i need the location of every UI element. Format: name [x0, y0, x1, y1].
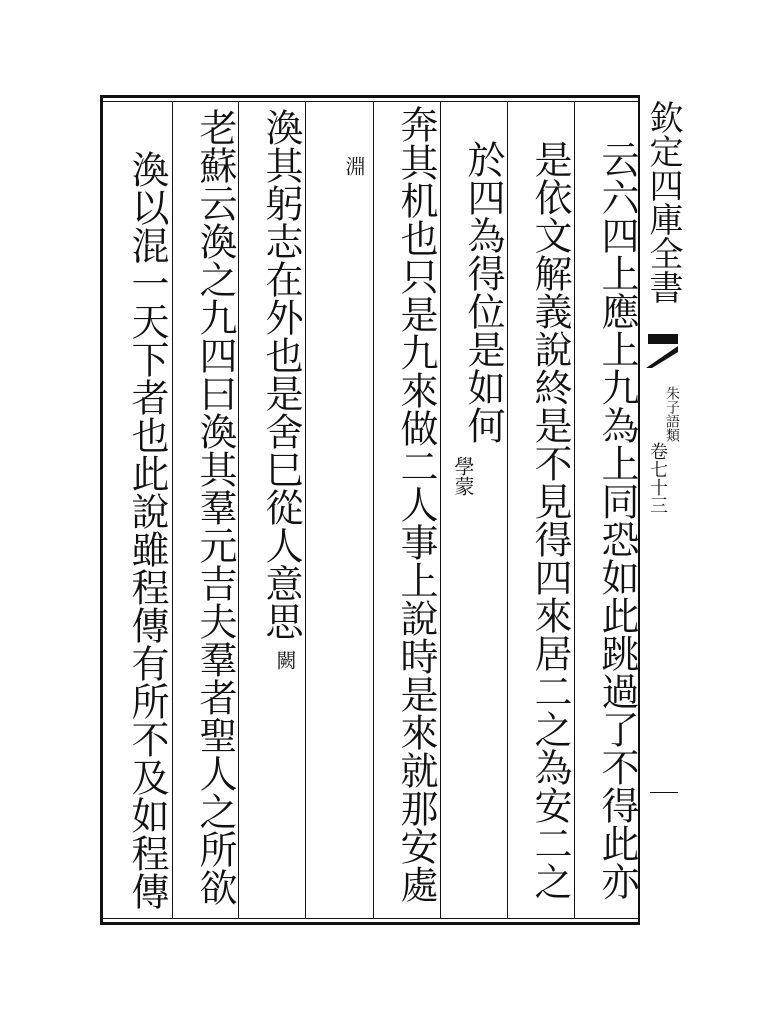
- column-divider: [440, 101, 441, 918]
- book-title: 欽定四庫全書: [643, 100, 683, 304]
- column-divider: [305, 101, 306, 918]
- fishtail-mark-icon: [642, 332, 682, 370]
- text-column-8: 渙以混一天下者也此說雖程傳有所不及如程傳: [125, 150, 169, 910]
- text-column-2: 是依文解義說終是不見得四來居二之為安二之: [528, 140, 572, 900]
- column-divider: [373, 101, 374, 918]
- text-column-6: 渙其躬志在外也是舍巳從人意思: [259, 108, 303, 640]
- annotation-note-yuan: 淵: [342, 156, 366, 176]
- column-divider: [507, 101, 508, 918]
- text-column-1: 云六四上應上九為上同恐如此跳過了不得此亦: [595, 140, 639, 900]
- volume-label: 卷七十三: [647, 442, 668, 514]
- text-column-3: 於四為得位是如何: [461, 140, 505, 444]
- margin-rule: [650, 792, 678, 793]
- column-divider: [172, 101, 173, 918]
- column-divider: [574, 101, 575, 918]
- annotation-note-xuemeng: 學蒙: [451, 456, 475, 496]
- frame-inner-bottom-rule: [100, 918, 640, 919]
- text-column-4: 奔其机也只是九來做二人事上說時是來就那安處: [394, 105, 438, 903]
- text-column-7: 老蘇云渙之九四曰渙其羣元吉夫羣者聖人之所欲: [193, 108, 237, 906]
- annotation-note-que: 闕: [273, 650, 297, 670]
- column-divider: [238, 101, 239, 918]
- frame-inner-top-rule: [100, 101, 640, 102]
- section-label: 朱子語類: [664, 386, 680, 442]
